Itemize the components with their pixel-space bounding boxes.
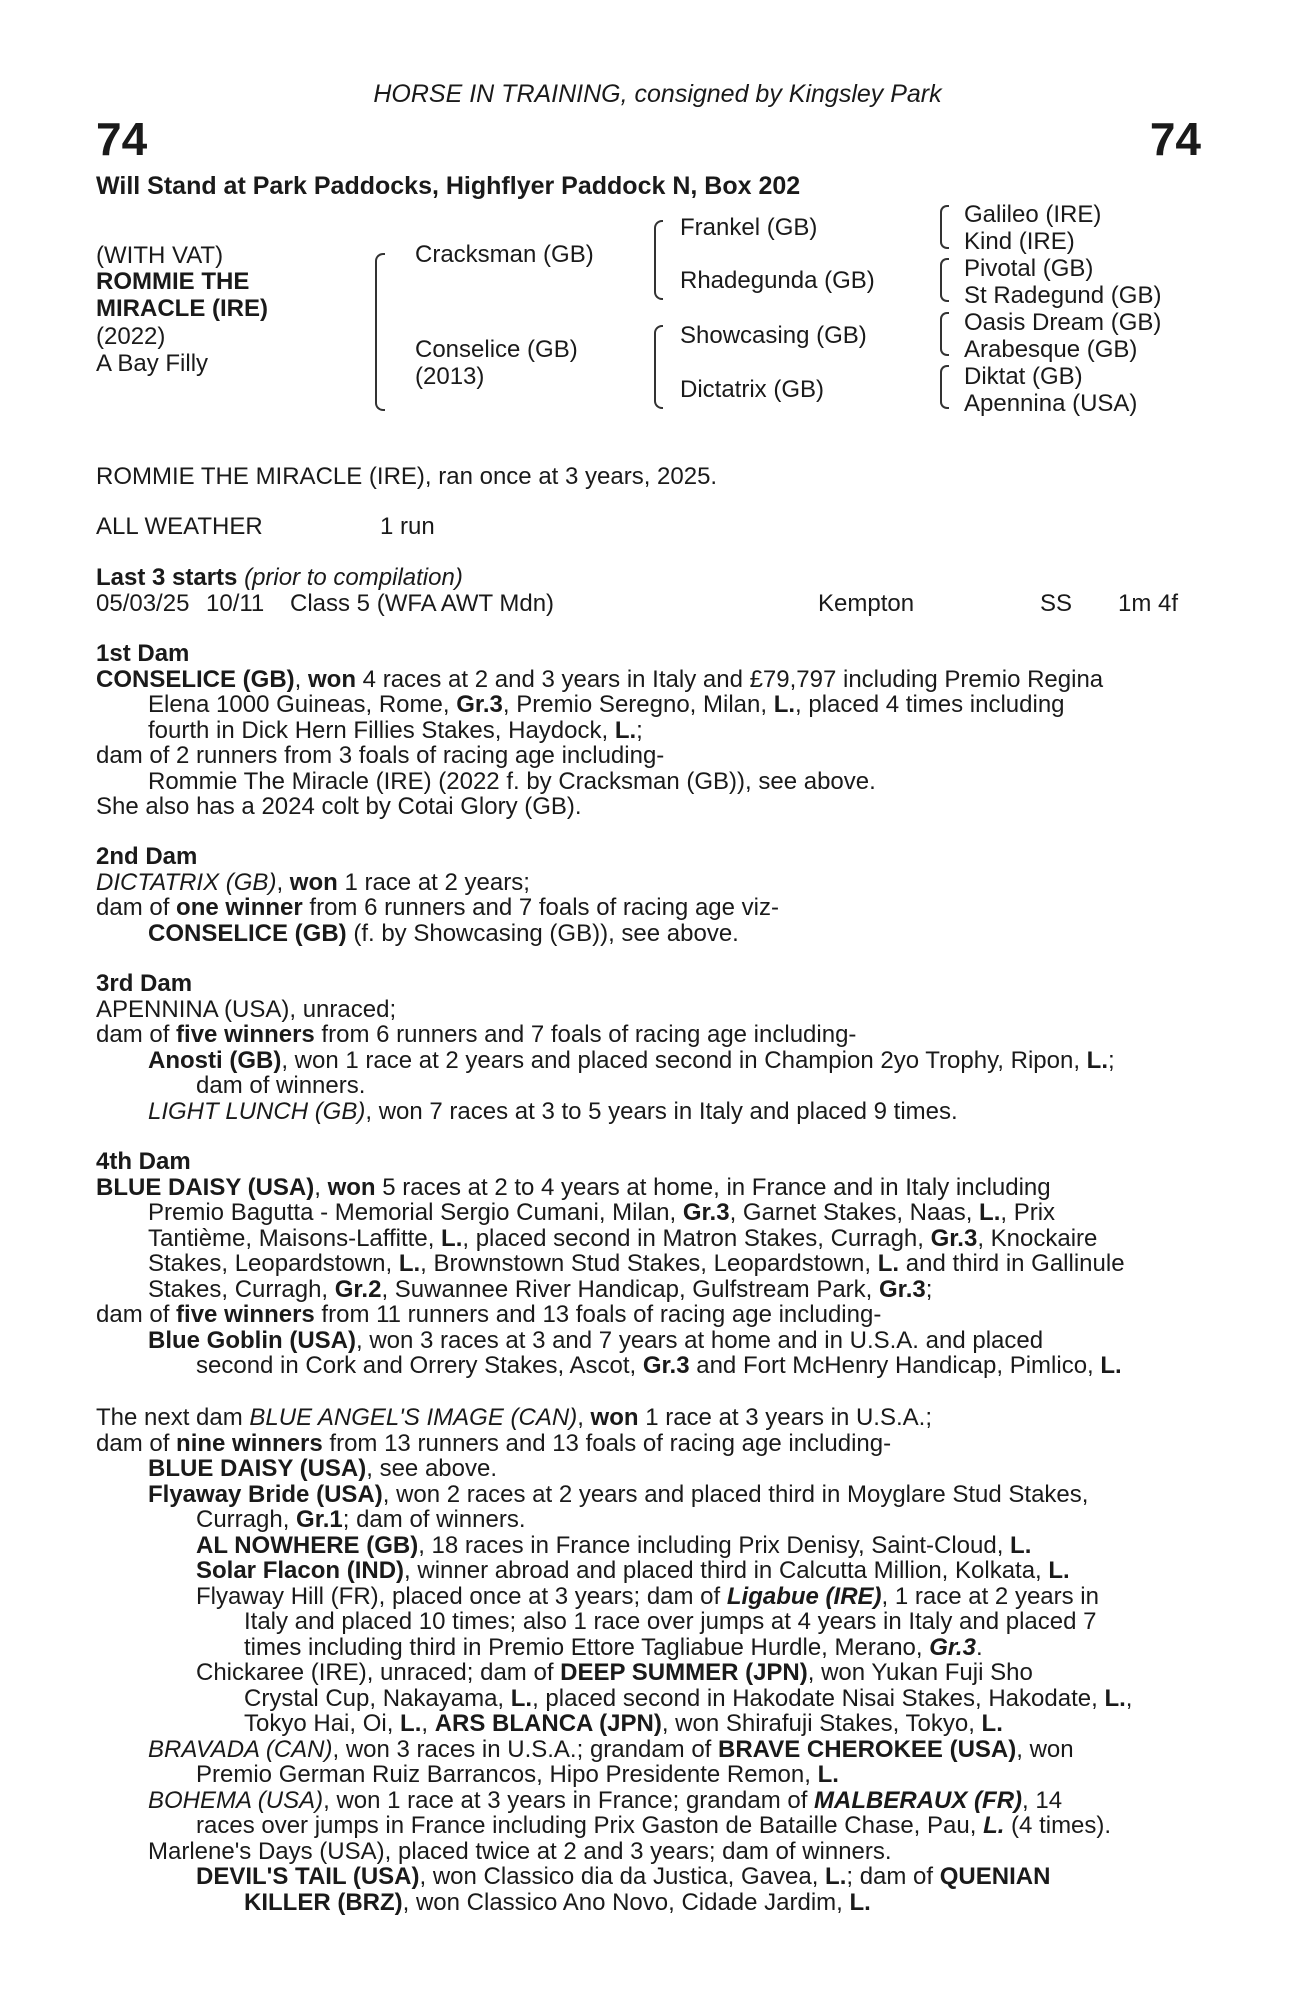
text-line: dam of one winner from 6 runners and 7 foals of racing age viz- <box>96 894 779 921</box>
horse-name-line2: MIRACLE (IRE) <box>96 295 268 322</box>
text-line: Stakes, Leopardstown, L., Brownstown Stud Stakes, Leopardstown, L. and third in Gallinule <box>148 1250 1125 1277</box>
text-line: BLUE DAISY (USA), see above. <box>148 1455 498 1482</box>
horse-description: A Bay Filly <box>96 350 209 377</box>
surface-label: ALL WEATHER <box>96 513 263 540</box>
g3-ancestor: Pivotal (GB) <box>964 255 1094 282</box>
brace-generation1 <box>375 253 385 411</box>
start-distance: 1m 4f <box>1118 590 1179 617</box>
text-line: times including third in Premio Ettore Tagliabue Hurdle, Merano, Gr.3. <box>244 1633 983 1661</box>
start-date: 05/03/25 <box>96 590 190 617</box>
dam-dam-name: Dictatrix (GB) <box>680 376 824 403</box>
text-line: Tokyo Hai, Oi, L., ARS BLANCA (JPN), won Shirafuji Stakes, Tokyo, L. <box>244 1710 1003 1737</box>
text-line: BOHEMA (USA), won 1 race at 3 years in France; grandam of MALBERAUX (FR), 14 <box>148 1786 1063 1814</box>
text-line: LIGHT LUNCH (GB), won 7 races at 3 to 5 years in Italy and placed 9 times. <box>148 1097 958 1125</box>
text-line: dam of five winners from 6 runners and 7 foals of racing age including- <box>96 1021 857 1048</box>
text-line: Elena 1000 Guineas, Rome, Gr.3, Premio Seregno, Milan, L., placed 4 times including <box>148 691 1065 718</box>
text-line: Solar Flacon (IND), winner abroad and placed third in Calcutta Million, Kolkata, L. <box>196 1557 1070 1584</box>
text-line: Stakes, Curragh, Gr.2, Suwannee River Handicap, Gulfstream Park, Gr.3; <box>148 1275 933 1303</box>
brace-g3-4 <box>940 365 949 409</box>
brace-g3-2 <box>940 258 949 302</box>
start-position: 10/11 <box>206 590 265 617</box>
g3-ancestor: Diktat (GB) <box>964 363 1083 390</box>
text-line: CONSELICE (GB) (f. by Showcasing (GB)), see above. <box>148 919 739 947</box>
text-line: Flyaway Bride (USA), won 2 races at 2 years and placed third in Moyglare Stud Stakes, <box>148 1480 1089 1508</box>
text-line: The next dam BLUE ANGEL'S IMAGE (CAN), won 1 race at 3 years in U.S.A.; <box>96 1404 932 1431</box>
text-line: Premio German Ruiz Barrancos, Hipo Presidente Remon, L. <box>196 1761 839 1788</box>
text-line: dam of nine winners from 13 runners and 13 foals of racing age including- <box>96 1429 892 1457</box>
start-race: Class 5 (WFA AWT Mdn) <box>290 590 555 617</box>
start-course: Kempton <box>818 590 915 617</box>
last-starts-heading: Last 3 starts (prior to compilation) <box>96 564 463 591</box>
text-line: Italy and placed 10 times; also 1 race over jumps at 4 years in Italy and placed 7 <box>244 1608 1097 1635</box>
text-line: APENNINA (USA), unraced; <box>96 995 397 1023</box>
fourth-dam-section <box>96 1149 1204 1379</box>
text-line: She also has a 2024 colt by Cotai Glory (GB). <box>96 793 582 820</box>
text-line: Crystal Cup, Nakayama, L., placed second in Hakodate Nisai Stakes, Hakodate, L., <box>244 1684 1133 1712</box>
dam-name: Conselice (GB) <box>415 336 578 363</box>
sire-dam-name: Rhadegunda (GB) <box>680 267 875 294</box>
text-line: Tantième, Maisons-Laffitte, L., placed second in Matron Stakes, Curragh, Gr.3, Knockaire <box>148 1224 1098 1252</box>
g3-ancestor: Apennina (USA) <box>964 390 1138 417</box>
section-title: 2nd Dam <box>96 843 198 870</box>
g3-ancestor: Arabesque (GB) <box>964 336 1138 363</box>
section-title: 1st Dam <box>96 640 190 667</box>
brace-dam <box>654 325 663 409</box>
g3-ancestor: Kind (IRE) <box>964 228 1075 255</box>
text-line: fourth in Dick Hern Fillies Stakes, Haydock, L.; <box>148 716 643 744</box>
brace-sire <box>654 220 663 300</box>
sire-name: Cracksman (GB) <box>415 241 594 268</box>
section-title: 3rd Dam <box>96 970 193 997</box>
dam-sire-name: Showcasing (GB) <box>680 322 867 349</box>
first-dam-section <box>96 641 1204 820</box>
lot-number-right: 74 <box>1149 113 1201 165</box>
lot-number-left: 74 <box>96 113 148 165</box>
text-line: Marlene's Days (USA), placed twice at 2 and 3 years; dam of winners. <box>148 1837 892 1865</box>
text-line: Rommie The Miracle (IRE) (2022 f. by Cracksman (GB)), see above. <box>148 767 876 795</box>
text-line: Chickaree (IRE), unraced; dam of DEEP SUMMER (JPN), won Yukan Fuji Sho <box>196 1659 1033 1686</box>
surface-runs: 1 run <box>380 513 435 540</box>
race-summary: ROMMIE THE MIRACLE (IRE), ran once at 3 years, 2025. <box>96 463 718 490</box>
g3-ancestor: Oasis Dream (GB) <box>964 309 1162 336</box>
stand-location: Will Stand at Park Paddocks, Highflyer Paddock N, Box 202 <box>96 172 801 200</box>
text-line: Blue Goblin (USA), won 3 races at 3 and 7 years at home and in U.S.A. and placed <box>148 1326 1044 1354</box>
vat-note: (WITH VAT) <box>96 242 224 269</box>
sire-sire-name: Frankel (GB) <box>680 214 818 241</box>
text-line: Flyaway Hill (FR), placed once at 3 years; dam of Ligabue (IRE), 1 race at 2 years in <box>196 1582 1099 1610</box>
text-line: DEVIL'S TAIL (USA), won Classico dia da Justica, Gavea, L.; dam of QUENIAN <box>196 1863 1051 1890</box>
text-line: Premio Bagutta - Memorial Sergio Cumani, Milan, Gr.3, Garnet Stakes, Naas, L., Prix <box>148 1199 1056 1226</box>
text-line: Curragh, Gr.1; dam of winners. <box>196 1506 526 1533</box>
second-dam-section <box>96 844 1204 946</box>
text-line: dam of winners. <box>196 1072 366 1099</box>
text-line: AL NOWHERE (GB), 18 races in France including Prix Denisy, Saint-Cloud, L. <box>196 1531 1032 1559</box>
text-line: KILLER (BRZ), won Classico Ano Novo, Cidade Jardim, L. <box>244 1888 871 1916</box>
next-dam-section <box>96 1405 1204 1915</box>
brace-g3-1 <box>940 205 949 249</box>
text-line: second in Cork and Orrery Stakes, Ascot, Gr.3 and Fort McHenry Handicap, Pimlico, L. <box>196 1352 1122 1379</box>
text-line: dam of five winners from 11 runners and 13 foals of racing age including- <box>96 1301 882 1328</box>
text-line: BRAVADA (CAN), won 3 races in U.S.A.; grandam of BRAVE CHEROKEE (USA), won <box>148 1735 1074 1763</box>
brace-g3-3 <box>940 312 949 356</box>
text-line: CONSELICE (GB), won 4 races at 2 and 3 years in Italy and £79,797 including Premio Regina <box>96 665 1104 693</box>
g3-ancestor: Galileo (IRE) <box>964 201 1102 228</box>
g3-ancestor: St Radegund (GB) <box>964 282 1162 309</box>
dam-year: (2013) <box>415 363 485 390</box>
text-line: Anosti (GB), won 1 race at 2 years and placed second in Champion 2yo Trophy, Ripon, L.; <box>148 1046 1115 1074</box>
text-line: dam of 2 runners from 3 foals of racing age including- <box>96 742 665 769</box>
third-dam-section <box>96 971 1204 1124</box>
horse-name-line1: ROMMIE THE <box>96 268 250 295</box>
consignor-heading: HORSE IN TRAINING, consigned by Kingsley Park <box>373 80 942 108</box>
text-line: DICTATRIX (GB), won 1 race at 2 years; <box>96 868 530 896</box>
text-line: races over jumps in France including Prix Gaston de Bataille Chase, Pau, L. (4 times). <box>196 1812 1112 1839</box>
section-title: 4th Dam <box>96 1148 191 1175</box>
horse-year: (2022) <box>96 323 166 350</box>
text-line: BLUE DAISY (USA), won 5 races at 2 to 4 years at home, in France and in Italy including <box>96 1173 1051 1201</box>
start-going: SS <box>1040 590 1073 617</box>
